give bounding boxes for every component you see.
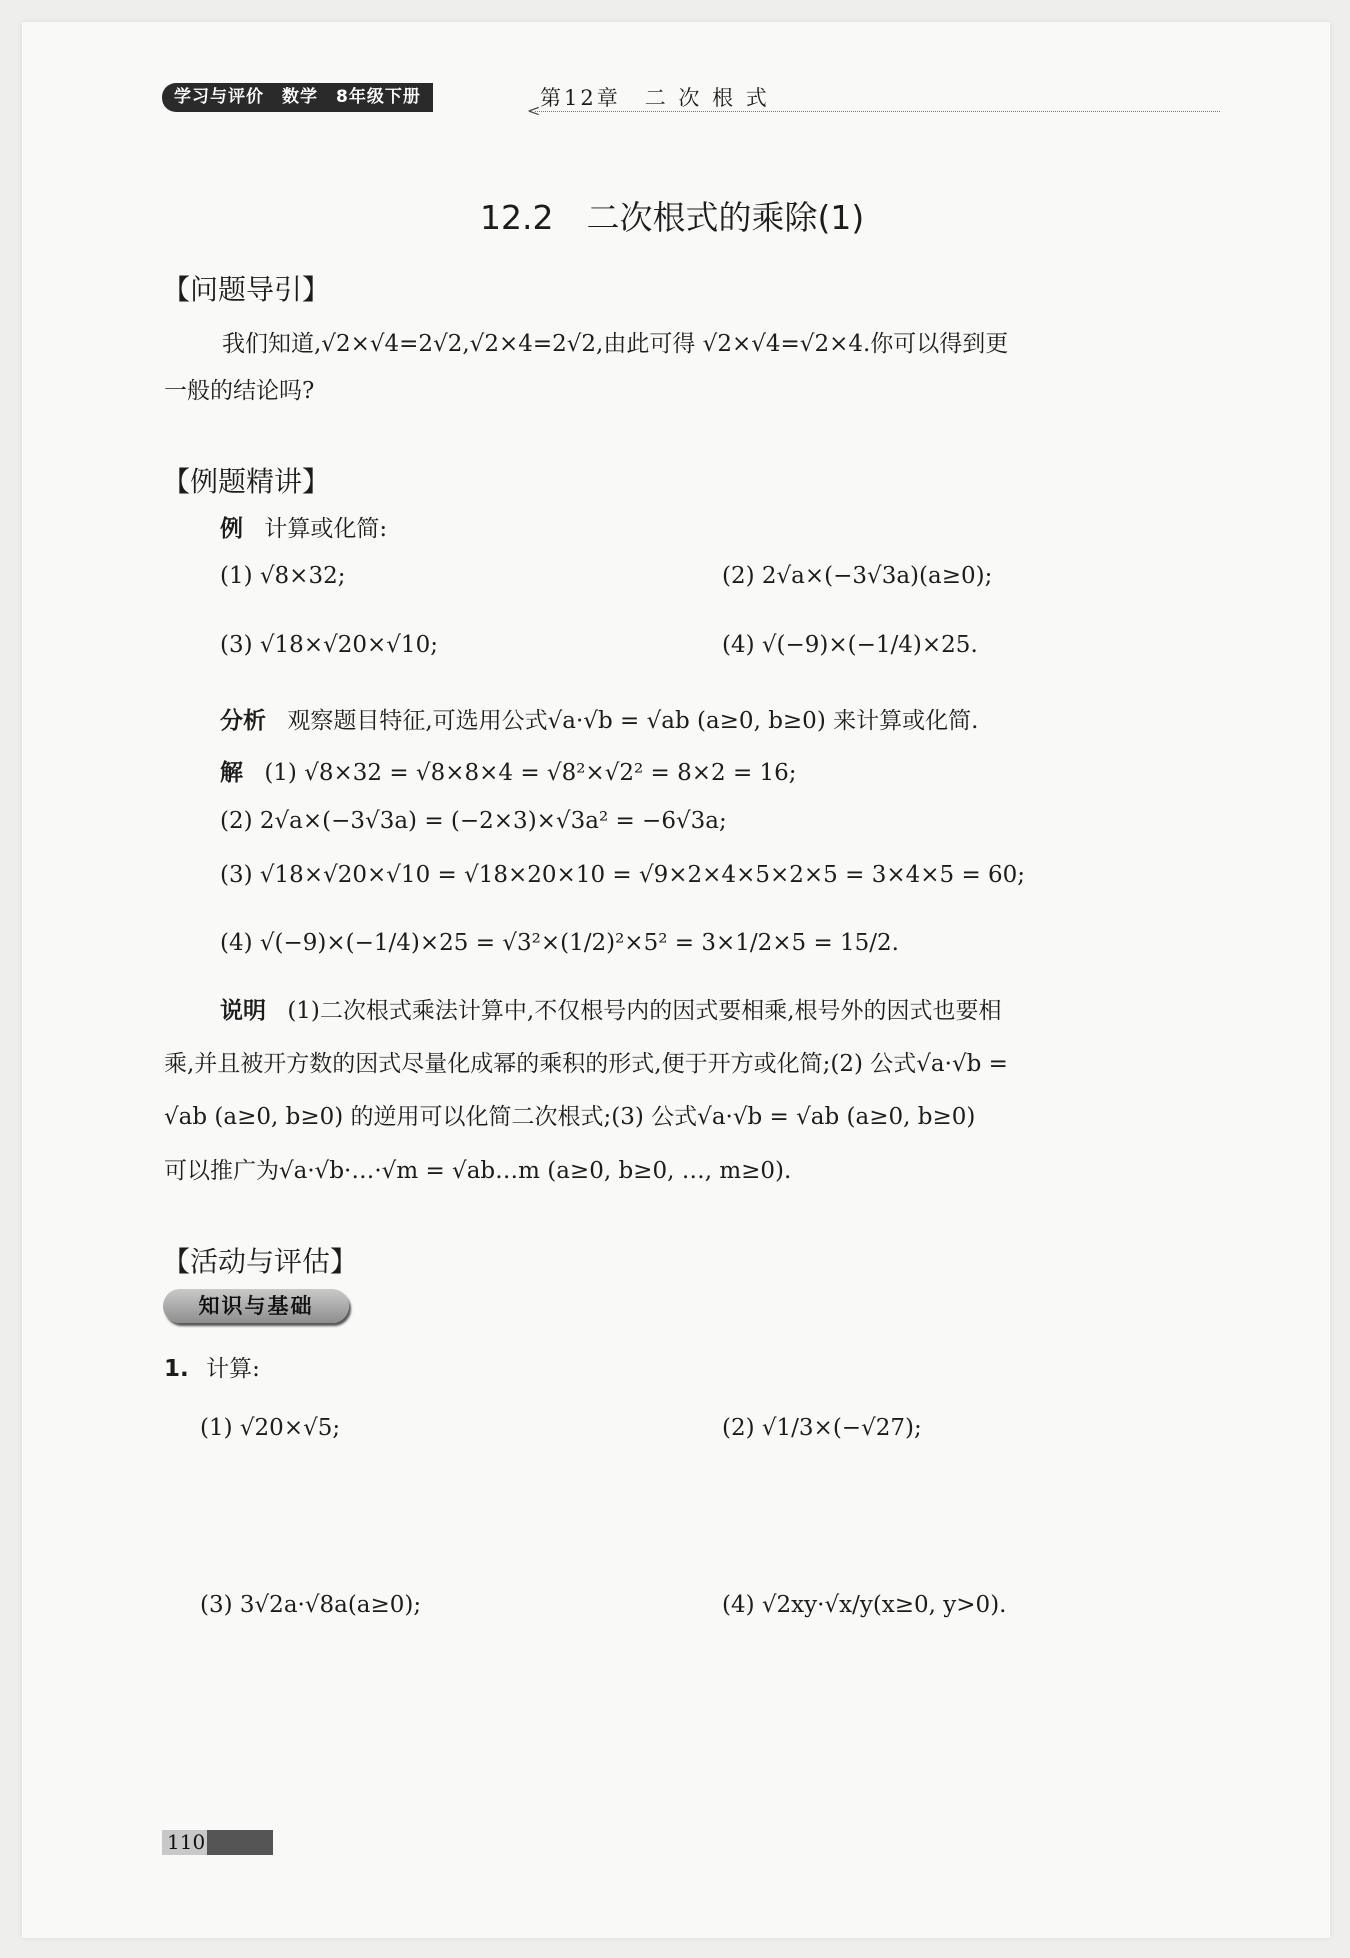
heading-intro: 【问题导引】: [162, 273, 331, 306]
heading-activity: 【活动与评估】: [162, 1245, 359, 1278]
exercise-item-2: (2) √1/3×(−√27);: [722, 1415, 922, 1441]
exercise-item-1: (1) √20×√5;: [200, 1415, 341, 1441]
chapter-title: 第12章 二 次 根 式: [540, 86, 770, 110]
series-badge: 学习与评价 数学 8年级下册: [162, 83, 433, 112]
page-number-tab: [162, 1830, 273, 1855]
solution-2: (2) 2√a×(−3√3a) = (−2×3)×√3a² = −6√3a;: [220, 808, 727, 834]
note-line-2: 乘,并且被开方数的因式尽量化成幂的乘积的形式,便于开方或化简;(2) 公式√a·√b =: [164, 1051, 1008, 1077]
page: [22, 22, 1330, 1938]
arrow-left-icon: <: [527, 101, 541, 120]
exercise-number: 1.: [164, 1356, 189, 1382]
problem-1: (1) √8×32;: [220, 563, 346, 589]
problem-2: (2) 2√a×(−3√3a)(a≥0);: [722, 563, 993, 589]
note-label: 说明: [220, 998, 266, 1024]
exercise-item-4: (4) √2xy·√x/y(x≥0, y>0).: [722, 1592, 1007, 1618]
heading-examples: 【例题精讲】: [162, 465, 331, 498]
intro-line-1: 我们知道,√2×√4=2√2,√2×4=2√2,由此可得 √2×√4=√2×4.你可以得到更: [222, 331, 1009, 357]
note-line-3: √ab (a≥0, b≥0) 的逆用可以化简二次根式;(3) 公式√a·√b = √ab (a≥0, b≥0): [164, 1104, 976, 1130]
solution-label: 解: [220, 760, 243, 786]
note-line-4: 可以推广为√a·√b·…·√m = √ab…m (a≥0, b≥0, …, m≥0).: [164, 1158, 792, 1184]
problem-3: (3) √18×√20×√10;: [220, 632, 438, 658]
exercise-prompt: 计算:: [206, 1356, 260, 1382]
exercise-item-3: (3) 3√2a·√8a(a≥0);: [200, 1592, 422, 1618]
solution-1: (1) √8×32 = √8×8×4 = √8²×√2² = 8×2 = 16;: [264, 760, 797, 786]
page-number: 110: [167, 1830, 206, 1854]
note-line-1: (1)二次根式乘法计算中,不仅根号内的因式要相乘,根号外的因式也要相: [287, 998, 1002, 1024]
header-rule: [535, 111, 1220, 112]
section-title: 12.2 二次根式的乘除(1): [480, 198, 865, 237]
analysis-text: 观察题目特征,可选用公式√a·√b = √ab (a≥0, b≥0) 来计算或化简.: [287, 708, 979, 734]
problem-4: (4) √(−9)×(−1/4)×25.: [722, 632, 978, 658]
example-label: 例: [220, 516, 243, 542]
knowledge-badge: 知识与基础: [163, 1289, 349, 1323]
example-prompt: 计算或化简:: [264, 516, 388, 542]
intro-line-2: 一般的结论吗?: [164, 378, 315, 404]
analysis-label: 分析: [220, 708, 266, 734]
solution-3: (3) √18×√20×√10 = √18×20×10 = √9×2×4×5×2×5 = 3×4×5 = 60;: [220, 862, 1026, 888]
solution-4: (4) √(−9)×(−1/4)×25 = √3²×(1/2)²×5² = 3×1/2×5 = 15/2.: [220, 930, 899, 956]
